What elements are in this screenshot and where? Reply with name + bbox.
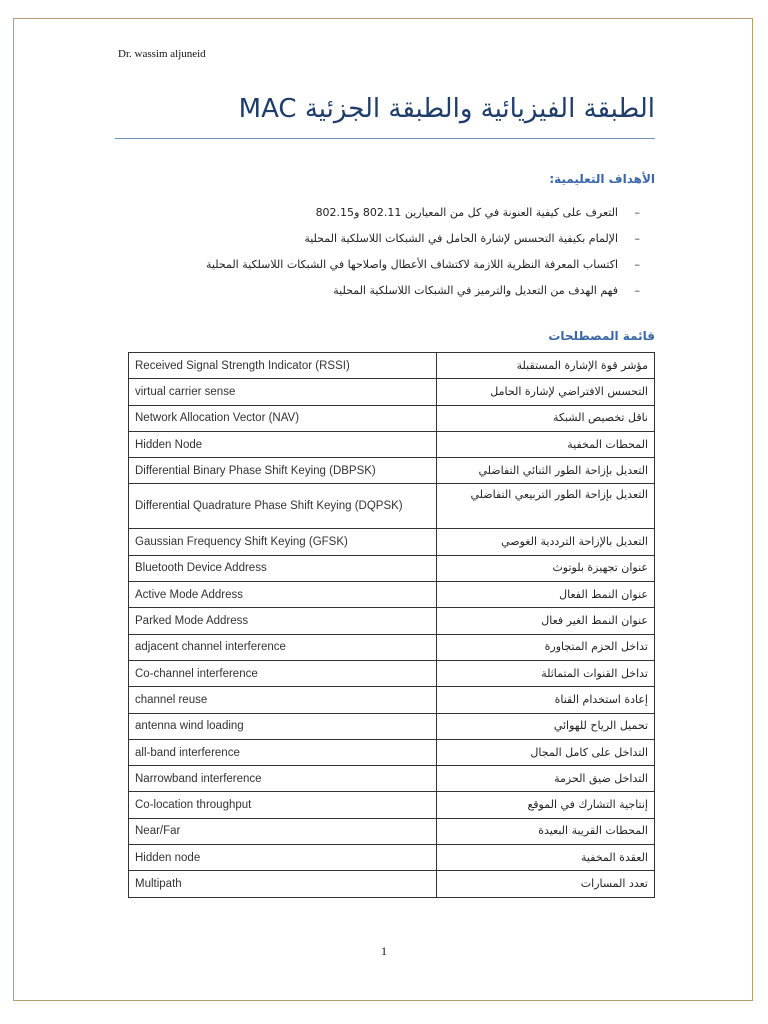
term-arabic: عنوان النمط الفعال — [437, 582, 655, 608]
term-arabic: إنتاجية التشارك في الموقع — [437, 792, 655, 818]
term-english: Co-channel interference — [129, 660, 437, 686]
table-row — [129, 608, 655, 634]
table-row — [129, 713, 655, 739]
table-row — [129, 582, 655, 608]
glossary-heading: قائمة المصطلحات — [548, 329, 655, 343]
term-arabic: تحميل الرياح للهوائي — [437, 713, 655, 739]
term-arabic: العقدة المخفية — [437, 845, 655, 871]
table-row — [129, 871, 655, 897]
table-row — [129, 529, 655, 555]
term-arabic: ناقل تخصيص الشبكة — [437, 405, 655, 431]
term-arabic: تداخل القنوات المتماثلة — [437, 660, 655, 686]
table-row — [129, 484, 655, 529]
table-row — [129, 431, 655, 457]
table-row — [129, 766, 655, 792]
table-row — [129, 353, 655, 379]
objective-text: الإلمام بكيفية التحسس لإشارة الحامل في الشبكات اللاسلكية المحلية — [304, 232, 618, 245]
term-english: channel reuse — [129, 687, 437, 713]
term-arabic: التحسس الافتراضي لإشارة الحامل — [437, 379, 655, 405]
term-english: Narrowband interference — [129, 766, 437, 792]
term-arabic: تداخل الحزم المتجاورة — [437, 634, 655, 660]
table-row — [129, 845, 655, 871]
term-arabic: التعديل بالإزاحة الترددية الغوصي — [437, 529, 655, 555]
term-english: virtual carrier sense — [129, 379, 437, 405]
table-row — [129, 458, 655, 484]
page-title: الطبقة الفيزيائية والطبقة الجزئية MAC — [238, 94, 655, 124]
bullet-dash: – — [634, 232, 640, 245]
table-row — [129, 660, 655, 686]
term-arabic: مؤشر قوة الإشارة المستقبلة — [437, 353, 655, 379]
term-arabic: المحطات القريبة البعيدة — [437, 818, 655, 844]
bullet-dash: – — [634, 206, 640, 219]
term-english: Active Mode Address — [129, 582, 437, 608]
term-english: Received Signal Strength Indicator (RSSI) — [129, 353, 437, 379]
bullet-dash: – — [634, 284, 640, 297]
term-english: adjacent channel interference — [129, 634, 437, 660]
term-english: all-band interference — [129, 739, 437, 765]
table-row — [129, 739, 655, 765]
term-english: Bluetooth Device Address — [129, 555, 437, 581]
term-english: Co-location throughput — [129, 792, 437, 818]
table-row — [129, 818, 655, 844]
term-arabic: التداخل على كامل المجال — [437, 739, 655, 765]
term-arabic: المحطات المخفية — [437, 431, 655, 457]
objective-item — [206, 200, 640, 226]
title-underline — [115, 138, 655, 139]
objective-item — [206, 252, 640, 278]
term-arabic: عنوان النمط الغير فعال — [437, 608, 655, 634]
term-english: Parked Mode Address — [129, 608, 437, 634]
table-row — [129, 379, 655, 405]
objectives-heading: الأهداف التعليمية: — [549, 172, 655, 186]
objective-text: اكتساب المعرفة النظرية اللازمة لاكتشاف الأعطال واصلاحها في الشبكات اللاسلكية المحلية — [206, 258, 618, 271]
table-row — [129, 792, 655, 818]
objective-item — [206, 278, 640, 304]
page-number: 1 — [381, 944, 387, 958]
term-arabic: عنوان تجهيزة بلوتوث — [437, 555, 655, 581]
term-english: Differential Quadrature Phase Shift Keying (DQPSK) — [129, 484, 437, 529]
term-english: antenna wind loading — [129, 713, 437, 739]
objective-item — [206, 226, 640, 252]
table-row — [129, 555, 655, 581]
objective-text: التعرف على كيفية العنونة في كل من المعيارين 802.11 و802.15 — [315, 206, 618, 219]
term-english: Near/Far — [129, 818, 437, 844]
term-arabic: التعديل بإزاحة الطور الثنائي التفاضلي — [437, 458, 655, 484]
table-row — [129, 634, 655, 660]
term-arabic: تعدد المسارات — [437, 871, 655, 897]
bullet-dash: – — [634, 258, 640, 271]
author-header: Dr. wassim aljuneid — [118, 48, 206, 60]
glossary-table — [128, 352, 655, 898]
term-english: Differential Binary Phase Shift Keying (DBPSK) — [129, 458, 437, 484]
objective-text: فهم الهدف من التعديل والترميز في الشبكات اللاسلكية المحلية — [333, 284, 618, 297]
term-arabic: إعادة استخدام القناة — [437, 687, 655, 713]
term-english: Hidden Node — [129, 431, 437, 457]
table-row — [129, 405, 655, 431]
term-arabic: التعديل بإزاحة الطور التربيعي التفاضلي — [437, 484, 655, 529]
term-english: Multipath — [129, 871, 437, 897]
table-row — [129, 687, 655, 713]
term-english: Gaussian Frequency Shift Keying (GFSK) — [129, 529, 437, 555]
objectives-list — [206, 200, 640, 304]
term-english: Hidden node — [129, 845, 437, 871]
term-english: Network Allocation Vector (NAV) — [129, 405, 437, 431]
term-arabic: التداخل ضيق الحزمة — [437, 766, 655, 792]
